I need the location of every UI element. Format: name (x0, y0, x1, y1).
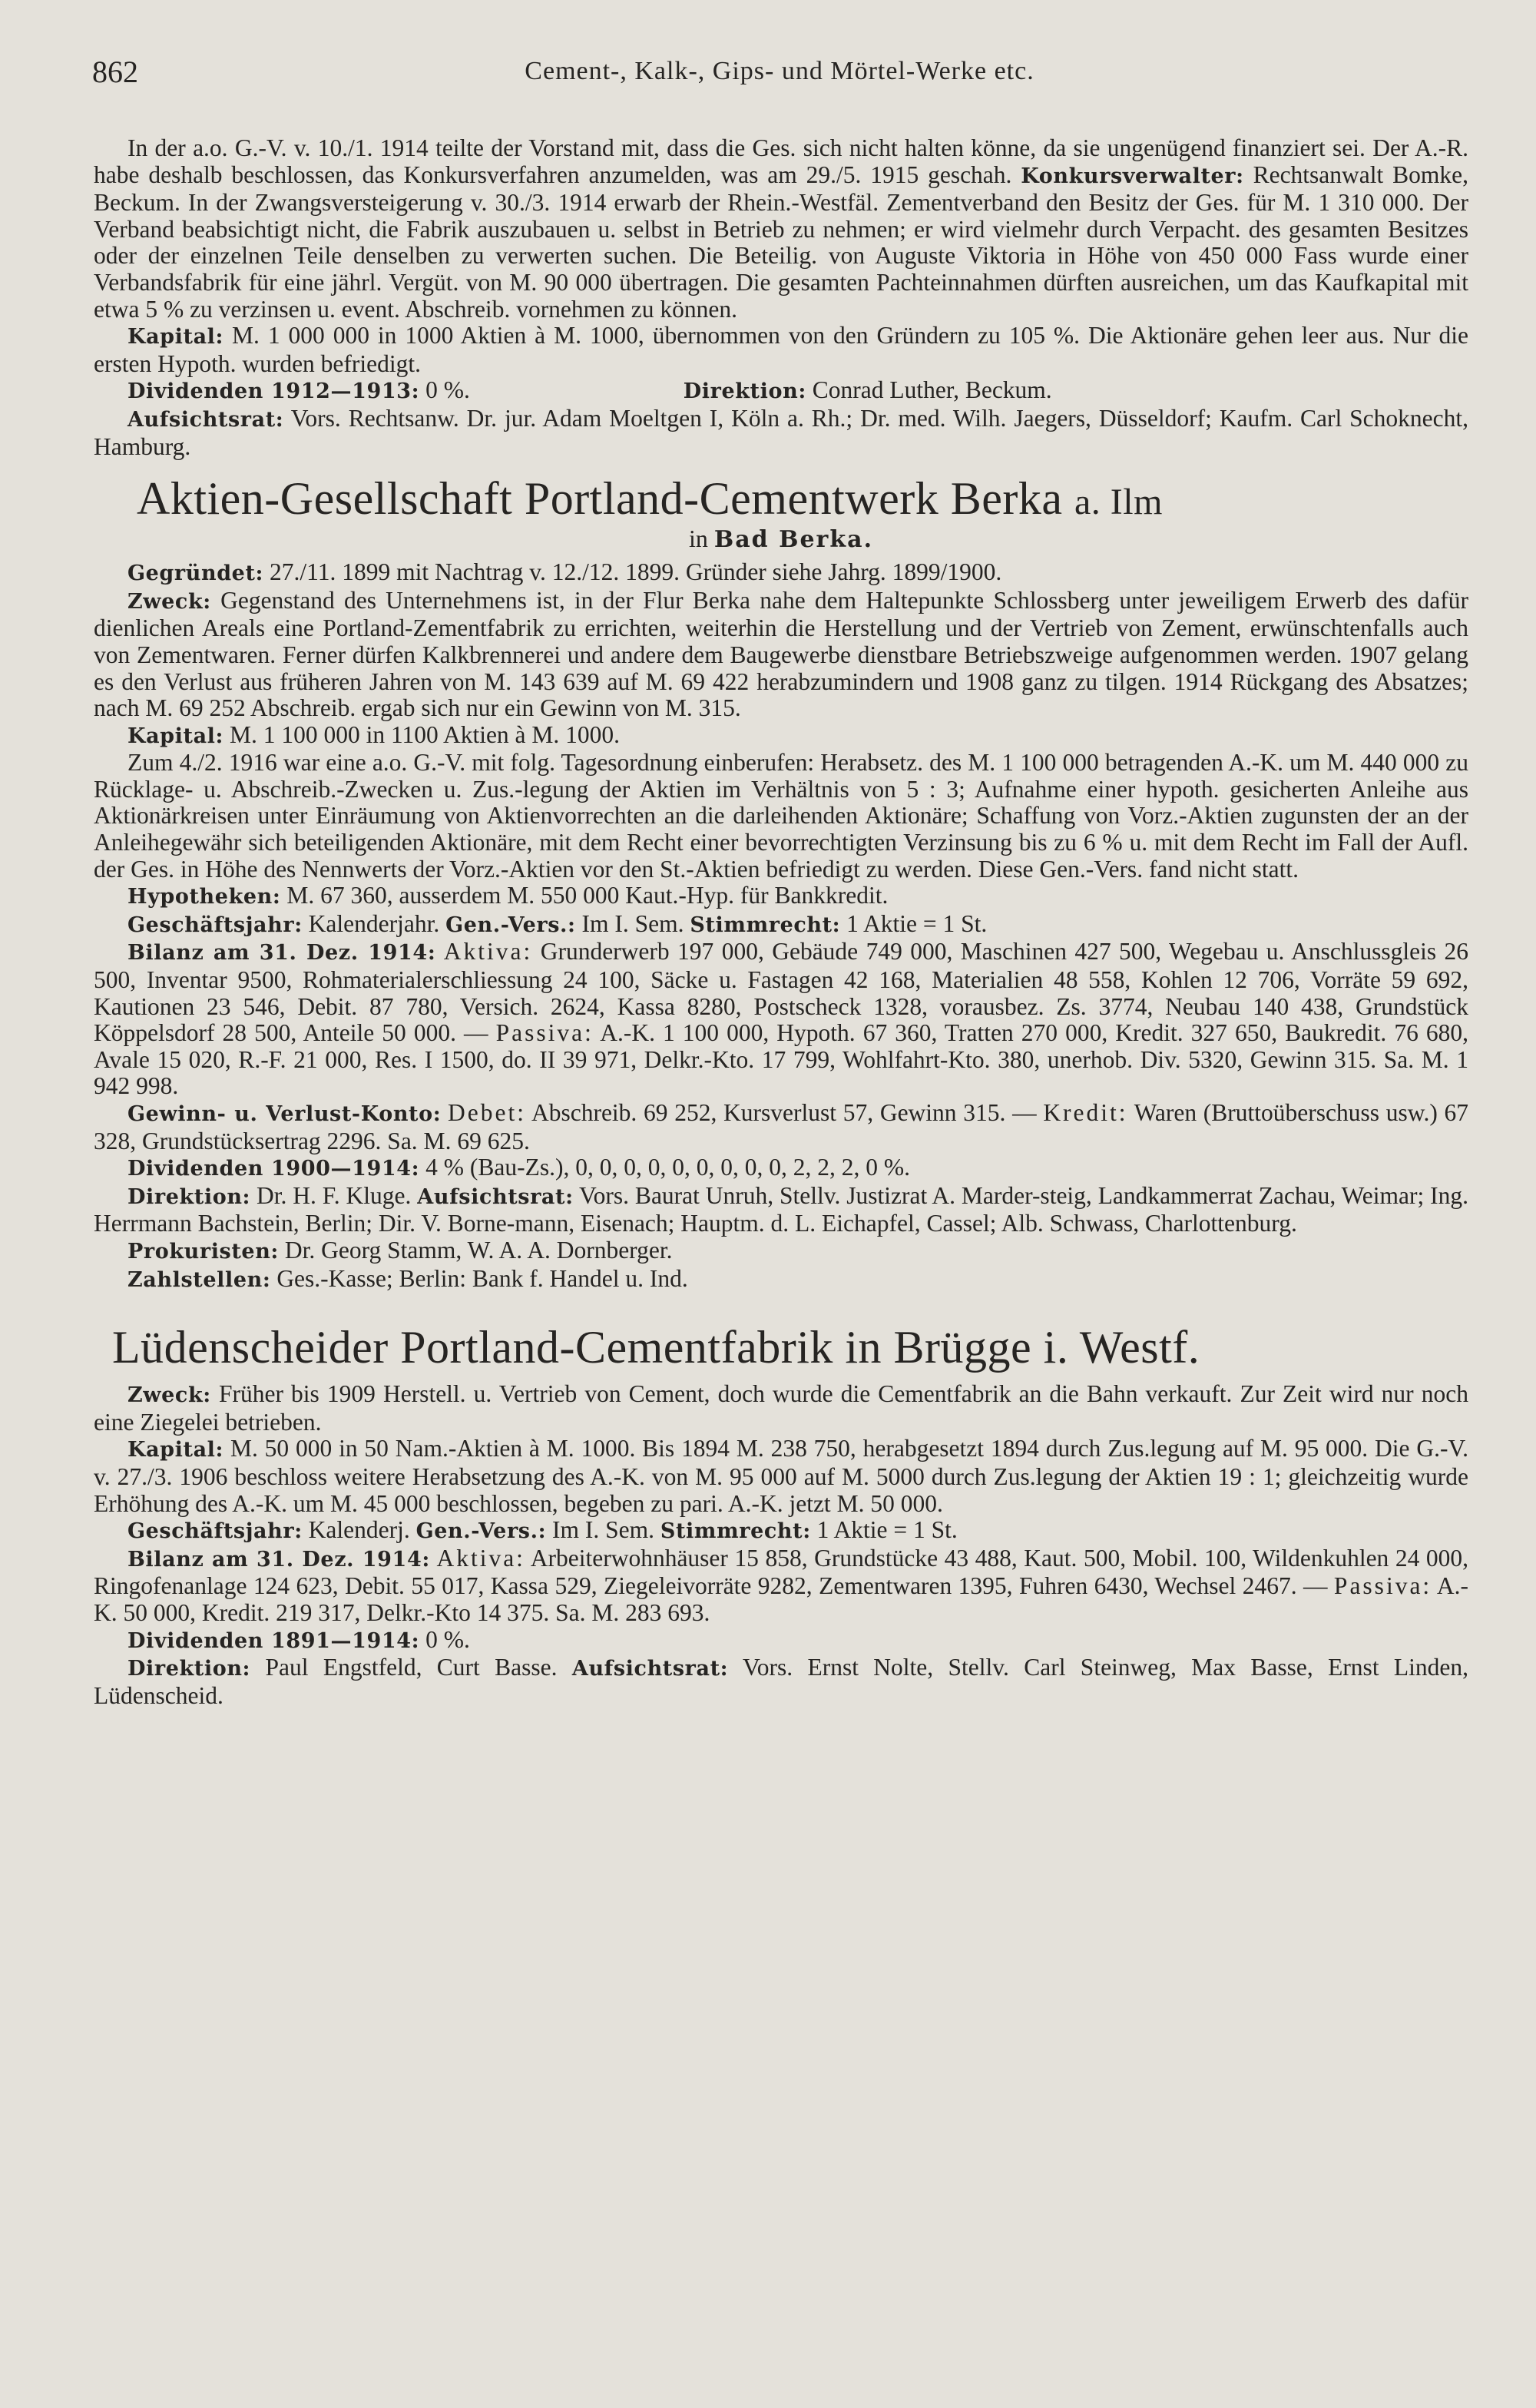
page-number: 862 (92, 55, 138, 89)
kapital-paragraph (94, 722, 1468, 750)
text-s3-div-label: Dividenden 1891—1914: (127, 1628, 420, 1653)
text-s2-zweck-label: Zweck: (127, 589, 211, 614)
text-s3-ar-label: Aufsichtsrat: (571, 1657, 729, 1681)
hypotheken-paragraph (94, 883, 1468, 911)
text-s1-ar: Vors. Rechtsanw. Dr. jur. Adam Moeltgen I, Köln a. Rh.; Dr. med. Wilh. Jaegers, Düsseldorf; Kaufm. Carl Schoknecht, Hamburg. (94, 404, 1468, 460)
text-s2-div-label: Dividenden 1900—1914: (127, 1157, 420, 1181)
text-s3-dir-label: Direktion: (127, 1657, 251, 1681)
company-location-berka (94, 524, 1468, 555)
text-s3-bil-a: Arbeiterwohnhäuser 15 858, Grundstücke 43 488, Kaut. 500, Mobil. 100, Wildenkuhlen 24 000, Ringofenanlage 124 623, Debit. 55 017, Kassa 529, Ziegeleivorräte 9282, Zementwaren 1395, Fuhren 6430, Wechsel 2467. — (94, 1544, 1468, 1600)
text-s3-kapital-label: Kapital: (127, 1438, 224, 1462)
text-s2-sub-in: in (688, 525, 708, 553)
text-s2-st: 1 Aktie = 1 St. (846, 909, 988, 937)
text-s2-bil-label: Bilanz am 31. Dez. 1914: (127, 941, 436, 966)
label-dividenden: Dividenden 1912—1913: (127, 379, 420, 404)
text-s2-gv-label: Gen.-Vers.: (445, 913, 576, 937)
text-s2-ar: Vors. Baurat Unruh, Stellv. Justizrat A. Marder-steig, Landkammerrat Zachau, Weimar; Ing. Herrmann Bachstein, Berlin; Dir. V. Borne-mann, Eisenach; Hauptm. d. L. Eichapfel, Cassel; Alb. Schwass, Charlottenburg. (94, 1181, 1469, 1237)
label-kapital: Kapital: (127, 325, 224, 349)
text-s2-hyp: M. 67 360, ausserdem M. 550 000 Kaut.-Hyp. für Bankkredit. (286, 882, 889, 909)
gv-paragraph (94, 750, 1468, 883)
text-s1-dir: Conrad Luther, Beckum. (812, 376, 1052, 404)
text-s3-ar: Vors. Ernst Nolte, Stellv. Carl Steinweg, Max Basse, Ernst Linden, Lüdenscheid. (94, 1654, 1469, 1709)
text-s3-title: Lüdenscheider Portland-Cementfabrik in Brügge (112, 1322, 1032, 1373)
text-s2-sub-place: Bad Berka. (713, 526, 874, 554)
text-s3-gv: Im I. Sem. (552, 1516, 655, 1544)
running-title: Cement-, Kalk-, Gips- und Mörtel-Werke etc. (525, 57, 1034, 85)
text-s1-kapital: M. 1 000 000 in 1000 Aktien à M. 1000, übernommen von den Gründern zu 105 %. Die Aktionäre gehen leer aus. Nur die ersten Hypoth. wurden befriedigt. (94, 322, 1469, 377)
text-s3-zweck: Früher bis 1909 Herstell. u. Vertrieb von Cement, doch wurde die Cementfabrik an die Bahn verkauft. Zur Zeit wird nur noch eine Ziegelei betrieben. (94, 1380, 1468, 1436)
text-s3-bil-label: Bilanz am 31. Dez. 1914: (127, 1547, 430, 1572)
section-konkurs (94, 135, 1468, 1709)
text-s2-dir: Dr. H. F. Kluge. (257, 1181, 412, 1209)
text-s2-gv: Im I. Sem. (581, 909, 684, 937)
gegruendet-paragraph (94, 559, 1468, 588)
text-s3-div: 0 %. (425, 1625, 470, 1653)
text-s3-dir: Paul Engstfeld, Curt Basse. (265, 1654, 558, 1681)
text-s2-title-suffix: a. Ilm (1074, 482, 1163, 523)
guv-paragraph (94, 1100, 1468, 1154)
text-s2-bil-p: A.-K. 1 100 000, Hypoth. 67 360, Tratten 270 000, Kredit. 327 650, Baukredit. 76 680, Avale 15 020, R.-F. 21 000, Res. I 1500, do. II 39 971, Delkr.-Kto. 17 799, Wohlfahrt-Kto. 380, unerhob. Div. 5320, Gewinn 315. Sa. M. 1 942 998. (94, 1019, 1469, 1100)
text-s2-bil-a: Grunderwerb 197 000, Gebäude 749 000, Maschinen 427 500, Wegebau u. Anschlussgleis 26 500, Inventar 9500, Rohmaterialerschliessung 24 100, Säcke u. Fastagen 42 168, Materialien 48 558, Kohlen 12 706, Vorräte 59 692, Kautionen 23 546, Debit. 87 780, Versich. 2624, Kassa 8280, Postscheck 1328, vorausbez. Zs. 3774, Neubau 140 438, Grundstück Köppelsdorf 28 500, Anteile 50 000. — (94, 938, 1468, 1047)
direktion-paragraph (94, 1183, 1468, 1237)
company-title-berka (137, 474, 1468, 527)
text-s2-gj-label: Geschäftsjahr: (127, 913, 303, 937)
bilanz-paragraph (94, 939, 1468, 1100)
text-s3-akt-label: Aktiva: (436, 1544, 525, 1572)
text-s2-gegr-label: Gegründet: (127, 561, 264, 586)
text-s2-title: Aktien-Gesellschaft Portland-Cementwerk Berka (137, 473, 1063, 525)
prokuristen-paragraph (94, 1237, 1468, 1266)
text-s1-p1: In der a.o. G.-V. v. 10./1. 1914 teilte der Vorstand mit, dass die Ges. sich nicht halten könne, da sie ungenügend finanziert sei. Der A.-R. habe deshalb beschlossen, das Konkursverfahren anzumelden, was am 29./5. 1915 geschah. (94, 134, 1468, 188)
text-s3-st: 1 Aktie = 1 St. (816, 1516, 958, 1544)
text-s2-prok-label: Prokuristen: (127, 1239, 280, 1264)
text-s2-pas-label: Passiva: (495, 1019, 594, 1047)
text-s1-div: 0 %. (425, 376, 470, 404)
company-title-luedenscheid (112, 1321, 1468, 1373)
text-s2-kapital-label: Kapital: (127, 724, 224, 748)
zahlstellen-paragraph (94, 1266, 1468, 1294)
label-direktion: Direktion: (683, 379, 806, 404)
direktion-paragraph (94, 1654, 1468, 1709)
text-s2-kredit-label: Kredit: (1043, 1099, 1128, 1126)
text-s3-kapital: M. 50 000 in 50 Nam.-Aktien à M. 1000. Bis 1894 M. 238 750, herabgesetzt 1894 durch Zus.legung auf M. 95 000. Die G.-V. v. 27./3. 1906 beschloss weitere Herabsetzung des A.-K. von M. 95 000 auf M. 5000 durch Zus.legung der Aktien 19 : 1; gleichzeitig wurde Erhöhung des A.-K. um M. 45 000 beschlossen, begeben zu pari. A.-K. jetzt M. 50 000. (94, 1435, 1469, 1517)
aufsichtsrat-paragraph (94, 406, 1468, 460)
text-s3-gj-label: Geschäftsjahr: (127, 1519, 303, 1544)
text-s2-prok: Dr. Georg Stamm, W. A. A. Dornberger. (284, 1236, 673, 1264)
dividenden-paragraph (94, 1154, 1468, 1183)
bilanz-paragraph (94, 1545, 1468, 1627)
text-s3-gj: Kalenderj. (308, 1516, 410, 1544)
text-s2-st-label: Stimmrecht: (690, 913, 841, 937)
kapital-paragraph (94, 323, 1468, 377)
text-s3-st-label: Stimmrecht: (660, 1519, 811, 1544)
text-s1-p1b: Rechtsanwalt Bomke, Beckum. In der Zwangsversteigerung v. 30./3. 1914 erwarb der Rhein.-Westfäl. Zementverband den Besitz der Ges. für M. 1 310 000. Der Verband beabsichtigt nicht, die Fabrik auszubauen u. selbst in Betrieb zu nehmen; er wird vielmehr durch Verpacht. des gesamten Besitzes oder der einzelnen Teile denselben zu verwerten suchen. Die Beteilig. von Auguste Viktoria in Höhe von 450 000 Fass wurde einer Verbandsfabrik für eine jährl. Vergüt. von M. 90 000 übertragen. Die gesamten Pachteinnahmen dürften ausreichen, um das Kaufkapital mit etwa 5 % zu verzinsen u. event. Abschreib. vornehmen zu können. (94, 161, 1469, 323)
label-aufsichtsrat: Aufsichtsrat: (127, 407, 284, 432)
text-s2-kapital: M. 1 100 000 in 1100 Aktien à M. 1000. (229, 720, 621, 748)
text-s3-zweck-label: Zweck: (127, 1383, 211, 1408)
text-s2-akt-label: Aktiva: (443, 938, 533, 966)
label-konkursverwalter: Konkursverwalter: (1021, 164, 1244, 188)
text-s2-zweck: Gegenstand des Unternehmens ist, in der Flur Berka nahe dem Haltepunkte Schlossberg unter jeweiligem Erwerb des dafür dienlichen Areals eine Portland-Zementfabrik zu errichten, weiterhin die Herstellung und der Vertrieb von Zement, erwünschtenfalls auch von Zementwaren. Ferner dürfen Kalkbrennerei und andere dem Baugewerbe dienstbare Betriebszweige aufgenommen werden. 1907 gelang es den Verlust aus früheren Jahren von M. 143 639 auf M. 69 422 herabzumindern und 1908 ganz zu tilgen. 1914 Rückgang des Absatzes; nach M. 69 252 Abschreib. ergab sich nur ein Gewinn von M. 315. (94, 586, 1469, 722)
text-s2-gegr: 27./11. 1899 mit Nachtrag v. 12./12. 1899. Gründer siehe Jahrg. 1899/1900. (269, 558, 1002, 586)
text-s2-ar-label: Aufsichtsrat: (417, 1184, 574, 1209)
page-header (92, 54, 1467, 92)
text-s2-zum: Zum 4./2. 1916 war eine a.o. G.-V. mit folg. Tagesordnung einberufen: Herabsetz. des M. 1 100 000 betragenden A.-K. um M. 440 000 zu Rücklage- u. Abschreib.-Zwecken u. Zus.-legung der Aktien im Verhältnis von 5 : 3; Aufnahme einer hypoth. gesicherten Anleihe aus Aktionärkreisen unter Einräumung von Aktienvorrechten an die darleihenden Aktionäre; Schaffung von Vorz.-Aktien zugunsten der an der Anleihegewähr sich beteiligenden Aktionäre, mit dem Recht einer bevorrechtigten Verzinsung bis zu 6 % u. mit dem Recht im Fall der Aufl. der Ges. in Höhe des Nennwerts der Vorz.-Aktien vor den St.-Aktien befriedigt zu werden. Diese Gen.-Vers. fand nicht statt. (94, 749, 1468, 883)
geschaeftsjahr-paragraph (94, 911, 1468, 939)
geschaeftsjahr-paragraph (94, 1517, 1468, 1545)
zweck-paragraph (94, 588, 1468, 722)
intro-paragraph (94, 135, 1468, 323)
text-s3-pas-label: Passiva: (1333, 1572, 1432, 1600)
text-s2-dir-label: Direktion: (127, 1184, 251, 1209)
zweck-paragraph (94, 1381, 1468, 1436)
text-s2-hyp-label: Hypotheken: (127, 885, 281, 909)
text-s2-guv-k: Waren (Bruttoüberschuss usw.) 67 328, Grundstücksertrag 2296. Sa. M. 69 625. (94, 1099, 1469, 1154)
kapital-paragraph (94, 1436, 1468, 1517)
text-s2-zahl: Ges.-Kasse; Berlin: Bank f. Handel u. Ind. (276, 1264, 688, 1292)
text-s3-gv-label: Gen.-Vers.: (415, 1519, 547, 1544)
text-s3-title-suffix: i. Westf. (1043, 1322, 1200, 1373)
text-s2-guv-label: Gewinn- u. Verlust-Konto: (127, 1102, 442, 1126)
text-s2-div: 4 % (Bau-Zs.), 0, 0, 0, 0, 0, 0, 0, 0, 0, 2, 2, 2, 0 %. (425, 1154, 910, 1181)
text-s2-zahl-label: Zahlstellen: (127, 1267, 271, 1292)
text-s2-gj: Kalenderjahr. (308, 909, 440, 937)
text-s3-bil-p: A.-K. 50 000, Kredit. 219 317, Delkr.-Kto 14 375. Sa. M. 283 693. (94, 1572, 1468, 1626)
text-s2-guv-d: Abschreib. 69 252, Kursverlust 57, Gewinn 315. — (531, 1099, 1037, 1126)
text-s2-debet-label: Debet: (448, 1099, 526, 1126)
dividenden-direktion-paragraph (94, 377, 1468, 406)
dividenden-paragraph (94, 1627, 1468, 1655)
